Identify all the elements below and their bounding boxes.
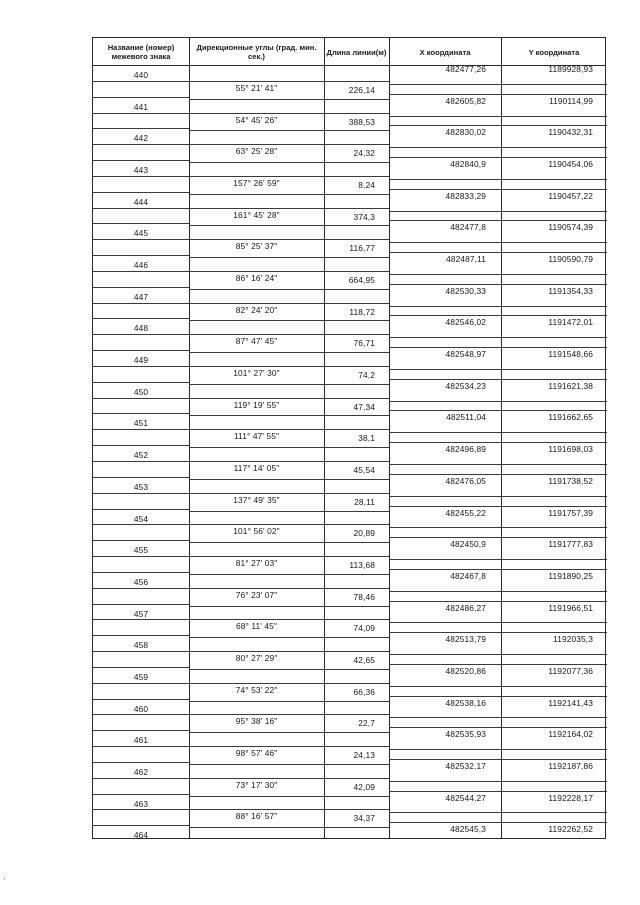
row-divider [189,303,389,304]
row-divider [93,128,189,129]
direction-angle: 86° 16' 24" [235,272,278,283]
row-divider [389,410,607,411]
direction-angle: 88° 16' 57" [235,811,278,822]
line-length: 47,34 [353,401,375,412]
row-divider [189,162,389,163]
row-divider [389,442,607,443]
row-divider [93,540,189,541]
y-coordinate: 1192187,86 [548,760,593,771]
row-divider [389,664,607,665]
row-divider [389,559,607,560]
row-divider [189,827,389,828]
y-coordinate: 1190432,31 [548,127,593,138]
row-divider [189,619,389,620]
line-length: 74,09 [353,623,375,634]
header-direction-angle: Дирекционные углы (град. мин. сек.) [196,43,317,61]
x-coordinate: 482477,8 [450,222,486,233]
point-name: 449 [133,355,149,366]
direction-angle: 117° 14' 05" [233,463,280,473]
direction-angle: 98° 57' 46" [235,748,278,759]
row-divider [389,537,607,538]
row-divider [189,447,389,448]
row-divider [389,686,607,687]
line-length: 116,77 [349,243,375,254]
row-divider [389,347,607,348]
direction-angle: 73° 17' 30" [235,779,278,790]
row-divider [189,384,389,385]
y-coordinate: 1190454,06 [548,159,593,170]
row-divider [189,651,389,652]
x-coordinate: 482450,9 [450,539,486,550]
row-divider [93,413,189,414]
x-coordinate: 482477,26 [445,64,486,74]
row-divider [93,382,189,383]
row-divider [189,732,389,733]
row-divider [93,683,189,684]
row-divider [189,415,389,416]
row-divider [93,113,189,114]
direction-angle: 157° 26' 59" [233,177,280,188]
row-divider [93,445,189,446]
x-coordinate: 482467,8 [450,570,486,581]
row-divider [189,334,389,335]
row-divider [389,179,607,180]
direction-angle: 161° 45' 28" [233,209,280,220]
row-divider [93,192,189,193]
row-divider [93,667,189,668]
row-divider [189,809,389,810]
x-coordinate: 482530,33 [445,285,486,296]
direction-angle: 80° 27' 29" [235,653,278,664]
line-length: 24,32 [353,148,375,159]
y-coordinate: 1191890,25 [548,570,593,581]
row-divider [93,287,189,288]
row-divider [93,97,189,98]
y-coordinate: 1192228,17 [548,792,593,803]
row-divider [189,556,389,557]
y-coordinate: 1192035,3 [553,634,593,645]
row-divider [189,778,389,779]
x-coordinate: 482546,02 [445,317,486,328]
row-divider [93,794,189,795]
row-divider [93,778,189,779]
line-length: 24,13 [353,750,375,761]
row-divider [189,81,389,82]
row-divider [93,477,189,478]
direction-angle: 76° 23' 07" [235,589,278,600]
row-divider [93,366,189,367]
row-divider [93,588,189,589]
header-point-name: Название (номер) межевого знака [107,43,175,61]
row-divider [389,569,607,570]
direction-angle: 63° 25' 28" [235,146,278,157]
row-divider [93,334,189,335]
direction-angle: 82° 24' 20" [235,304,278,315]
x-coordinate: 482487,11 [446,254,486,265]
row-divider [93,223,189,224]
x-coordinate: 482476,05 [445,475,486,486]
row-divider [189,764,389,765]
row-divider [93,635,189,636]
row-divider [389,315,607,316]
row-divider [389,306,607,307]
row-divider [189,637,389,638]
x-coordinate: 482605,82 [445,95,486,106]
line-length: 20,89 [353,528,375,539]
row-divider [93,271,189,272]
row-divider [93,730,189,731]
row-divider [189,796,389,797]
row-divider [189,113,389,114]
x-coordinate: 482534,23 [445,380,486,391]
point-name: 448 [133,323,149,334]
row-divider [93,714,189,715]
row-divider [389,274,607,275]
x-coordinate: 482520,86 [445,665,486,676]
row-divider [93,255,189,256]
direction-angle: 87° 47' 45" [235,336,278,347]
row-divider [189,398,389,399]
row-divider [389,147,607,148]
line-length: 38,1 [358,433,375,444]
row-divider [189,194,389,195]
row-divider [389,379,607,380]
direction-angle: 137° 49' 35" [233,494,280,505]
y-coordinate: 1191621,38 [548,380,593,391]
row-divider [189,257,389,258]
line-length: 226,14 [348,84,375,95]
line-length: 45,54 [353,465,375,475]
row-divider [389,464,607,465]
row-divider [93,556,189,557]
row-divider [389,432,607,433]
point-name: 455 [133,545,149,556]
row-divider [93,524,189,525]
row-divider [93,208,189,209]
row-divider [389,125,607,126]
row-divider [389,220,607,221]
row-divider [389,211,607,212]
row-divider [189,352,389,353]
row-divider [189,669,389,670]
row-divider [189,289,389,290]
direction-angle: 95° 38' 16" [235,716,278,727]
x-coordinate: 482455,22 [445,507,486,518]
row-divider [189,606,389,607]
row-divider [389,116,607,117]
x-coordinate: 482535,93 [445,729,486,740]
row-divider [93,144,189,145]
y-coordinate: 1191662,65 [548,412,593,423]
point-name: 458 [133,640,149,651]
x-coordinate: 482830,02 [445,127,486,138]
row-divider [389,474,607,475]
line-length: 22,7 [358,718,375,729]
scan-speck: ' [4,878,6,885]
y-coordinate: 1192164,02 [548,729,593,740]
row-divider [389,781,607,782]
row-divider [189,320,389,321]
row-divider [389,496,607,497]
y-coordinate: 1190457,22 [548,190,593,201]
point-name: 443 [133,165,149,176]
row-divider [93,398,189,399]
row-divider [93,746,189,747]
line-length: 76,71 [353,338,375,349]
y-coordinate: 1191354,33 [548,285,593,296]
row-divider [93,239,189,240]
row-divider [93,493,189,494]
line-length: 66,36 [353,686,375,697]
x-coordinate: 482840,9 [450,159,486,170]
row-divider [389,94,607,95]
direction-angle: 111° 47' 55" [233,431,280,442]
header-line-length: Длина линии(м) [326,47,387,57]
row-divider [389,696,607,697]
row-divider [93,762,189,763]
direction-angle: 54° 45' 26" [235,114,278,125]
row-divider [189,701,389,702]
y-coordinate: 1191966,51 [548,602,593,613]
direction-angle: 119° 19' 55" [233,399,280,410]
row-divider [389,759,607,760]
row-divider [389,749,607,750]
row-divider [93,825,189,826]
line-length: 28,11 [354,496,375,507]
row-divider [189,714,389,715]
point-name: 454 [133,513,149,524]
point-name: 450 [133,386,149,397]
row-divider [93,651,189,652]
x-coordinate: 482486,27 [445,602,486,613]
header-x-coordinate: X координата [419,47,471,57]
point-name: 445 [133,228,149,239]
row-divider [93,699,189,700]
direction-angle: 68° 11' 45" [236,621,277,632]
row-divider [189,99,389,100]
row-divider [389,632,607,633]
row-divider [389,601,607,602]
row-divider [189,479,389,480]
line-length: 664,95 [348,274,375,285]
row-divider [389,506,607,507]
row-divider [389,284,607,285]
row-divider [189,176,389,177]
row-divider [93,81,189,82]
row-divider [189,239,389,240]
row-divider [189,746,389,747]
row-divider [189,542,389,543]
point-name: 453 [133,481,149,492]
line-length: 34,37 [353,813,375,824]
row-divider [93,318,189,319]
row-divider [389,157,607,158]
row-divider [93,604,189,605]
point-name: 462 [133,766,149,777]
header-y-coordinate: Y координата [528,47,580,57]
point-name: 440 [133,70,149,80]
point-name: 459 [133,671,149,682]
direction-angle: 101° 27' 30" [233,367,280,378]
line-length: 78,46 [353,591,375,602]
x-coordinate: 482544,27 [445,792,486,803]
line-length: 42,65 [353,655,375,666]
row-divider [189,493,389,494]
row-divider [189,144,389,145]
point-name: 461 [133,735,149,746]
line-length: 374,3 [353,211,375,222]
boundary-coordinates-table [92,37,606,839]
x-coordinate: 482496,89 [445,444,486,455]
row-divider [389,622,607,623]
line-length: 113,68 [349,560,375,571]
row-divider [189,271,389,272]
row-divider [189,461,389,462]
direction-angle: 85° 25' 37" [235,241,278,252]
line-length: 42,09 [353,781,375,792]
row-divider [189,225,389,226]
point-name: 456 [133,576,149,587]
row-divider [389,242,607,243]
y-coordinate: 1192077,36 [548,665,593,676]
row-divider [389,727,607,728]
row-divider [93,809,189,810]
row-divider [389,189,607,190]
row-divider [189,524,389,525]
row-divider [389,717,607,718]
row-divider [93,429,189,430]
point-name: 446 [133,260,149,271]
row-divider [93,176,189,177]
y-coordinate: 1192262,52 [548,824,593,835]
row-divider [389,822,607,823]
table-header [93,38,605,66]
y-coordinate: 1189928,93 [548,64,593,74]
row-divider [93,509,189,510]
y-coordinate: 1191698,03 [548,444,593,455]
y-coordinate: 1191548,66 [548,349,593,360]
x-coordinate: 482545,3 [450,824,486,835]
line-length: 388,53 [348,116,375,127]
row-divider [189,429,389,430]
row-divider [189,683,389,684]
row-divider [389,369,607,370]
direction-angle: 55° 21' 41" [235,82,278,93]
y-coordinate: 1190114,99 [548,95,593,106]
point-name: 447 [133,291,149,302]
line-length: 118,72 [349,306,375,317]
row-divider [389,401,607,402]
point-name: 441 [133,101,149,112]
row-divider [389,812,607,813]
y-coordinate: 1191472,01 [548,317,593,328]
row-divider [389,654,607,655]
x-coordinate: 482513,79 [445,634,486,645]
row-divider [389,591,607,592]
y-coordinate: 1192141,43 [548,697,593,708]
point-name: 451 [133,418,149,429]
row-divider [389,252,607,253]
direction-angle: 101° 56' 02" [233,526,280,537]
point-name: 442 [133,133,149,144]
x-coordinate: 482538,16 [445,697,486,708]
y-coordinate: 1190590,79 [548,254,593,265]
point-name: 452 [133,450,149,461]
row-divider [189,574,389,575]
point-name: 464 [133,830,149,841]
x-coordinate: 482532,17 [445,760,486,771]
row-divider [93,461,189,462]
row-divider [189,511,389,512]
y-coordinate: 1191757,39 [548,507,593,518]
x-coordinate: 482548,97 [445,349,486,360]
direction-angle: 81° 27' 03" [235,558,278,569]
direction-angle: 74° 53' 22" [235,684,278,695]
x-coordinate: 482511,04 [446,412,486,423]
row-divider [189,130,389,131]
line-length: 74,2 [358,369,375,380]
row-divider [189,208,389,209]
y-coordinate: 1190574,39 [548,222,593,233]
row-divider [93,572,189,573]
y-coordinate: 1191738,52 [548,475,593,486]
row-divider [93,619,189,620]
point-name: 457 [133,608,149,619]
point-name: 444 [133,196,149,207]
y-coordinate: 1191777,83 [548,539,593,550]
row-divider [389,337,607,338]
point-name: 463 [133,798,149,809]
row-divider [189,366,389,367]
row-divider [93,303,189,304]
row-divider [189,588,389,589]
row-divider [389,84,607,85]
row-divider [389,527,607,528]
row-divider [93,160,189,161]
row-divider [389,791,607,792]
x-coordinate: 482833,29 [445,190,486,201]
line-length: 8,24 [358,179,375,190]
point-name: 460 [133,703,149,714]
row-divider [93,350,189,351]
